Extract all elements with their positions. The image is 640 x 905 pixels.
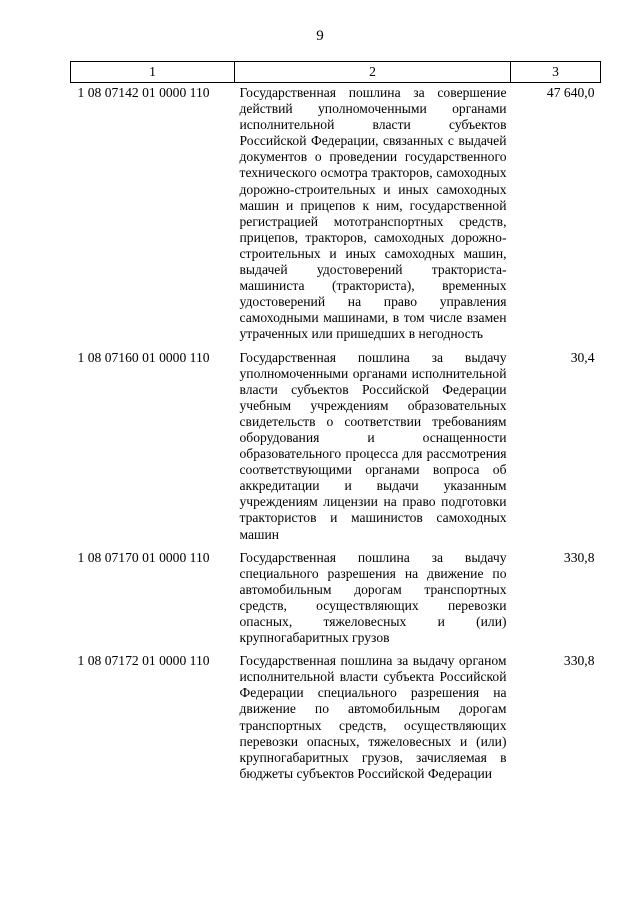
table-row [71, 651, 601, 787]
column-header-3: 3 [511, 62, 601, 83]
amount: 330,8 [563, 653, 595, 669]
revenue-name: Государственная пошлина за выдачу уполномоченными органами исполнительной власти субъектов Российской Федерации учебным учреждениям образовательных свидетельств о соответствии требованиям оборудования и оснащенности образовательного процесса для рассмотрения соответствующими органами вопроса об аккредитации и выдачи указанным учреждениям лицензии на право подготовки трактористов и машинистов самоходных машин [239, 349, 507, 542]
budget-code: 1 08 07160 01 0000 110 [77, 349, 210, 365]
column-header-1: 1 [71, 62, 235, 83]
amount: 330,8 [563, 549, 595, 565]
table-header [71, 62, 601, 83]
budget-code: 1 08 07142 01 0000 110 [77, 85, 210, 100]
table-row [71, 548, 601, 652]
budget-code: 1 08 07170 01 0000 110 [77, 549, 210, 565]
amount: 47 640,0 [546, 85, 595, 100]
revenue-name: Государственная пошлина за выдачу органом исполнительной власти субъекта Российской Федерации специального разрешения на движение по автомобильным дорогам транспортных средств, осуществляющих перевозки опасных, тяжеловесных и (или) крупногабаритных грузов, зачисляемая в бюджеты субъектов Российской Федерации [239, 653, 507, 781]
page-number: 9 [316, 28, 324, 44]
revenue-name: Государственная пошлина за выдачу специального разрешения на движение по автомобильным дорогам транспортных средств, осуществляющих перевозки опасных, тяжеловесных и (или) крупногабаритных грузов [239, 549, 507, 646]
table-body [71, 83, 601, 787]
revenue-table [70, 61, 601, 787]
table-row [71, 348, 601, 548]
revenue-name: Государственная пошлина за совершение действий уполномоченными органами исполнительной власти субъектов Российской Федерации, связанных с выдачей документов о проведении государственного технического осмотра тракторов, самоходных дорожно-строительных и иных самоходных машин и прицепов к ним, государственной регистрацией мототранспортных средств, прицепов, тракторов, самоходных дорожно-строительных и иных самоходных машин, выдачей удостоверений тракториста-машиниста (тракториста), временных удостоверений на право управления самоходными машинами, в том числе взамен утраченных или пришедших в негодность [239, 85, 507, 342]
amount: 30,4 [570, 349, 595, 365]
header-row [71, 62, 601, 83]
budget-code: 1 08 07172 01 0000 110 [77, 653, 210, 669]
column-header-2: 2 [235, 62, 511, 83]
table-row [71, 83, 601, 348]
